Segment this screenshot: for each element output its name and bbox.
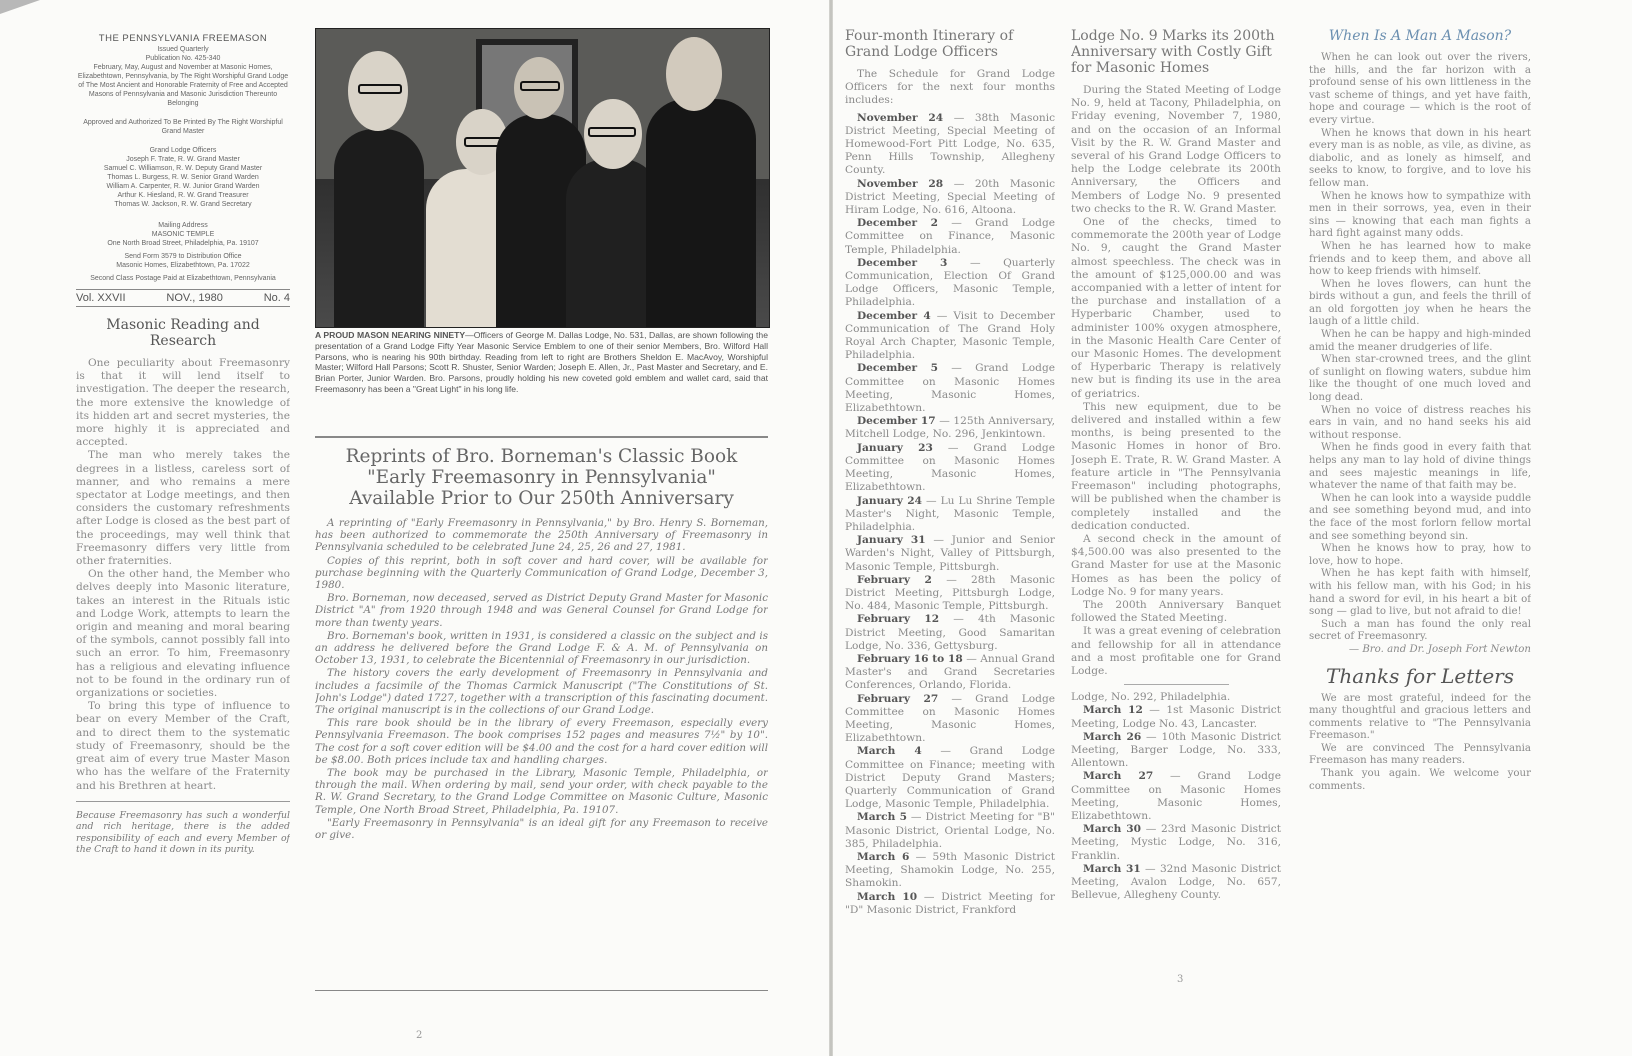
lodge-officers-photo xyxy=(315,28,770,328)
divider xyxy=(315,990,768,991)
footnote-quote: Because Freemasonry has such a wonderful and rich heritage, there is the added responsibility of each and every Member of the Craft to hand it down in its purity. xyxy=(76,809,290,855)
paragraph: During the Stated Meeting of Lodge No. 9, held at Tacony, Philadelphia, on Friday evening, November 7, 1980, and on the occasion of an Informal Visit by the R. W. Grand Master and several of his Grand Lodge Officers to help the Lodge celebrate its 200th Anniversary, the Officers and Members of Lodge No. 9 presented two checks to the R. W. Grand Master. xyxy=(1071,84,1281,215)
page-number: 2 xyxy=(416,1030,423,1041)
paragraph: Thank you again. We welcome your comments. xyxy=(1309,768,1531,792)
lodge9-body xyxy=(1071,84,1281,678)
masthead-line: February, May, August and November at Masonic Homes, Elizabethtown, Pennsylvania, by The Right Worshipful Grand Lodge of The Most Ancient and Honorable Fraternity of Free and Accepted Masons of Pennsylvania and Masonic Jurisdiction Thereunto Belonging xyxy=(77,64,289,107)
itinerary-entry: March 12 — 1st Masonic District Meeting, Lodge No. 43, Lancaster. xyxy=(1071,704,1281,730)
thanks-title: Thanks for Letters xyxy=(1326,663,1514,688)
paragraph: One of the checks, timed to commemorate the 200th year of Lodge No. 9, caught the Grand Master almost speechless. The check was in the amount of $125,000.00 and was accompanied with a letter of intent for the purchase and installation of a Hyperbaric Chamber, used to administer 100% oxygen atmosphere, in the Masonic Health Care Center of our Masonic Homes. The development of Hyperbaric Therapy is relatively new but is finding its use in the area of geriatrics. xyxy=(1071,216,1281,400)
masthead xyxy=(76,34,290,283)
divider xyxy=(76,801,290,802)
itinerary-entry: December 17 — 125th Anniversary, Mitchell Lodge, No. 296, Jenkintown. xyxy=(845,415,1055,441)
itinerary-entry: November 28 — 20th Masonic District Meeting, Special Meeting of Hiram Lodge, No. 616, Altoona. xyxy=(845,177,1055,217)
thanks-body xyxy=(1309,693,1531,794)
masthead-line: Approved and Authorized To Be Printed By The Right Worshipful Grand Master xyxy=(83,119,283,135)
masthead-line: Masonic Homes, Elizabethtown, Pa. 17022 xyxy=(116,262,250,269)
paragraph: The 200th Anniversary Banquet followed the Stated Meeting. xyxy=(1071,598,1281,625)
headline-line: Available Prior to Our 250th Anniversary xyxy=(349,488,734,509)
when-mason-title: When Is A Man A Mason? xyxy=(1328,28,1512,44)
paragraph: We are most grateful, indeed for the many thoughtful and gracious letters and comments relative to "The Pennsylvania Freemason." xyxy=(1309,692,1531,742)
paragraph: We are convinced The Pennsylvania Freemason has many readers. xyxy=(1309,742,1531,767)
left-column xyxy=(76,34,290,1034)
masthead-line: Publication No. 425-340 xyxy=(145,55,221,62)
caption-lead: A PROUD MASON NEARING NINETY xyxy=(315,330,466,340)
issue-number: No. 4 xyxy=(263,292,290,304)
itinerary-entry: March 5 — District Meeting for "B" Masonic District, Oriental Lodge, No. 385, Philadelphia. xyxy=(845,811,1055,850)
itinerary-entry: Lodge, No. 292, Philadelphia. xyxy=(1071,691,1231,704)
masonic-reading-body xyxy=(76,357,290,793)
lodge9-title: Lodge No. 9 Marks its 200th Anniversary with Costly Gift for Masonic Homes xyxy=(1071,28,1275,76)
paragraph: The history covers the early development of Freemasonry in Pennsylvania and includes a facsimile of the Thomas Carmick Manuscript ("The Constitutions of St. John's Lodge") dated 1727, together with a transcription of this fascinating document. The original manuscript is in the collections of our Grand Lodge. xyxy=(315,667,768,717)
masonic-reading-title: Masonic Reading and Research xyxy=(106,317,260,349)
paragraph: Bro. Borneman, now deceased, served as District Deputy Grand Master for Masonic District "A" from 1920 through 1948 and was General Counsel for Grand Lodge for more than twenty years. xyxy=(315,592,768,629)
masthead-line: Samuel C. Williamson, R. W. Deputy Grand Master xyxy=(103,165,263,172)
volume: Vol. XXVII xyxy=(76,292,126,304)
paragraph: When he loves flowers, can hunt the birds without a gun, and feels the thrill of an old forgotten joy when he hears the laugh of a little child. xyxy=(1309,278,1531,328)
itinerary-entry: March 6 — 59th Masonic District Meeting, Shamokin Lodge, No. 255, Shamokin. xyxy=(845,850,1055,890)
reprint-body xyxy=(315,517,768,841)
caption-text: —Officers of George M. Dallas Lodge, No. 531, Dallas, are shown following the presentation of a Grand Lodge Fifty Year Masonic Service Emblem to one of their senior Members, Bro. Wilford Hall Parsons, who is nearing his 90th birthday. Reading from left to right are Brothers Sheldon E. MacAvoy, Worshipful Master; Wilford Hall Parsons; Scott R. Shuster, Senior Warden; Joseph E. Allen, Jr., Past Master and Secretary, and E. Brian Porter, Junior Warden. Bro. Parsons, proudly holding his new coveted gold emblem and wallet card, said that Freemasonry has been a "Great Light" in his long life. xyxy=(315,330,768,394)
itinerary-entry: March 27 — Grand Lodge Committee on Masonic Homes Meeting, Masonic Homes, Elizabethtown. xyxy=(1071,770,1281,822)
paragraph: On the other hand, the Member who delves deeply into Masonic literature, takes an interest in the Rituals istic and Lodge Work, attempts to learn the origin and meaning and moral bearing of the symbols, cannot possibly fall into such an error. To him, Freemasonry has a religious and elevating influence not to be found in the ordinary run of organizations or societies. xyxy=(76,568,290,700)
paragraph: One peculiarity about Freemasonry is that it will lend itself to investigation. The deeper the research, the more extensive the knowledge of its hidden art and secret mysteries, the more highly it is appreciated and accepted. xyxy=(76,357,290,449)
page-corner-mark xyxy=(0,0,40,14)
itinerary-entry: February 2 — 28th Masonic District Meeting, Pittsburgh Lodge, No. 484, Masonic Temple, Pittsburgh. xyxy=(845,573,1055,613)
masthead-line: Send Form 3579 to Distribution Office xyxy=(124,253,242,260)
masthead-title: THE PENNSYLVANIA FREEMASON xyxy=(98,34,268,44)
page-number: 3 xyxy=(1177,974,1184,985)
itinerary-entry: January 23 — Grand Lodge Committee on Masonic Homes Meeting, Masonic Homes, Elizabethtown. xyxy=(845,441,1055,494)
paragraph: When he finds good in every faith that helps any man to lay hold of divine things and sees majestic meanings in life, whatever the name of that faith may be. xyxy=(1309,442,1531,492)
reprint-headline xyxy=(315,446,768,509)
issue-month: NOV., 1980 xyxy=(166,292,223,304)
itinerary-entry: March 31 — 32nd Masonic District Meeting, Avalon Lodge, No. 657, Bellevue, Allegheny County. xyxy=(1071,862,1281,902)
masthead-line: MASONIC TEMPLE xyxy=(151,231,215,238)
itinerary-entry: January 24 — Lu Lu Shrine Temple Master's Night, Masonic Temple, Philadelphia. xyxy=(845,494,1055,533)
itinerary-entry: February 27 — Grand Lodge Committee on Masonic Homes Meeting, Masonic Homes, Elizabethtown. xyxy=(845,692,1055,745)
itinerary-title: Four-month Itinerary of Grand Lodge Officers xyxy=(845,28,1014,60)
paragraph: To bring this type of influence to bear on every Member of the Craft, and to direct them to the systematic study of Freemasonry, should be the great aim of every true Master Mason who has the welfare of the Fraternity and his Brethren at heart. xyxy=(76,700,290,792)
paragraph: A reprinting of "Early Freemasonry in Pennsylvania," by Bro. Henry S. Borneman, has been authorized to commemorate the 250th Anniversary of Freemasonry in Pennsylvania scheduled to be celebrated June 24, 25, 26 and 27, 1981. xyxy=(315,517,768,554)
masthead-line: Second Class Postage Paid at Elizabethtown, Pennsylvania xyxy=(90,275,276,282)
divider xyxy=(315,436,768,438)
masthead-line: William A. Carpenter, R. W. Junior Grand Warden xyxy=(106,183,260,190)
itinerary-entry: December 5 — Grand Lodge Committee on Masonic Homes Meeting, Masonic Homes, Elizabethtown. xyxy=(845,362,1055,415)
masthead-line: Arthur K. Hiesland, R. W. Grand Treasurer xyxy=(117,192,249,199)
paragraph: When he has kept faith with himself, with his fellow man, with his God; in his hand a sword for evil, in his heart a bit of song — glad to live, but not afraid to die! xyxy=(1309,568,1531,618)
headline-line: "Early Freemasonry in Pennsylvania" xyxy=(367,467,716,488)
paragraph: When star-crowned trees, and the glint of sunlight on flowing waters, subdue him like the thought of one much loved and long dead. xyxy=(1309,354,1531,404)
paragraph: When he knows how to pray, how to love, how to hope. xyxy=(1309,543,1531,567)
itinerary-body xyxy=(845,68,1055,917)
paragraph: "Early Freemasonry in Pennsylvania" is an ideal gift for any Freemason to receive or give. xyxy=(315,816,768,842)
itinerary-entry: January 31 — Junior and Senior Warden's Night, Valley of Pittsburgh, Masonic Temple, Pittsburgh. xyxy=(845,534,1055,573)
paragraph: When no voice of distress reaches his ears in vain, and no hand seeks his aid without response. xyxy=(1309,404,1531,441)
right-page xyxy=(833,0,1632,1056)
itinerary-continued xyxy=(1071,691,1281,902)
itinerary-entry: December 4 — Visit to December Communication of The Grand Holy Royal Arch Chapter, Masonic Temple, Philadelphia. xyxy=(845,309,1055,362)
when-mason-column xyxy=(1309,28,1531,1028)
itinerary-entry: March 26 — 10th Masonic District Meeting, Barger Lodge, No. 333, Allentown. xyxy=(1071,730,1281,770)
masthead-line: Joseph F. Trate, R. W. Grand Master xyxy=(126,156,240,163)
paragraph: When he knows how to sympathize with men in their sorrows, yea, even in their sins — knowing that each man fights a hard fight against many odds. xyxy=(1309,190,1531,240)
paragraph: The book may be purchased in the Library, Masonic Temple, Philadelphia, or through the mail. When ordering by mail, send your order, with check payable to the R. W. Grand Secretary, to the Grand Lodge Committee on Masonic Culture, Masonic Temple, One North Broad Street, Philadelphia, Pa. 19107. xyxy=(315,767,768,816)
headline-line: Reprints of Bro. Borneman's Classic Book xyxy=(345,446,738,467)
itinerary-entry: March 4 — Grand Lodge Committee on Finance; meeting with District Deputy Grand Masters; Quarterly Communication of Grand Lodge, Masonic Temple, Philadelphia. xyxy=(845,745,1055,811)
itinerary-entry: December 2 — Grand Lodge Committee on Finance, Masonic Temple, Philadelphia. xyxy=(845,217,1055,256)
paragraph: When he can look out over the rivers, the hills, and the far horizon with a profound sense of his own littleness in the vast scheme of things, and yet have faith, hope and courage — which is the root of every virtue. xyxy=(1309,52,1531,126)
paragraph: When he has learned how to make friends and to keep them, and above all how to keep friends with himself. xyxy=(1309,240,1531,278)
masthead-line: Thomas L. Burgess, R. W. Senior Grand Warden xyxy=(107,174,259,181)
paragraph: It was a great evening of celebration and fellowship for all in attendance and a most profitable one for Grand Lodge. xyxy=(1071,625,1281,677)
masthead-line: Issued Quarterly xyxy=(157,46,209,53)
reprint-article xyxy=(315,442,768,982)
itinerary-entry: February 12 — 4th Masonic District Meeting, Good Samaritan Lodge, No. 336, Gettysburg. xyxy=(845,613,1055,652)
issue-info xyxy=(76,289,290,307)
paragraph: When he knows that down in his heart every man is as noble, as vile, as divine, as diabolic, and as lonely as himself, and seeks to know, to forgive, and to love his fellow man. xyxy=(1309,127,1531,189)
paragraph: The man who merely takes the degrees in a listless, careless sort of manner, and who remains a mere spectator at Lodge meetings, and then considers the customary refreshments after Lodge is closed as the best part of the proceedings, may well think that Freemasonry differs very little from other fraternities. xyxy=(76,449,290,568)
divider xyxy=(1124,684,1229,685)
lodge9-column xyxy=(1071,28,1281,1028)
paragraph: The Schedule for Grand Lodge Officers for the next four months includes: xyxy=(845,68,1055,107)
paragraph: A second check in the amount of $4,500.00 was also presented to the Grand Master for use at the Masonic Homes as has been the policy of Lodge No. 9 for many years. xyxy=(1071,532,1281,598)
itinerary-column xyxy=(845,28,1055,1028)
paragraph: Such a man has found the only real secret of Freemasonry. xyxy=(1309,618,1531,643)
when-mason-body xyxy=(1309,52,1531,657)
masthead-line: One North Broad Street, Philadelphia, Pa. 19107 xyxy=(107,240,259,247)
masthead-line: Thomas W. Jackson, R. W. Grand Secretary xyxy=(114,201,252,208)
masthead-line: Mailing Address xyxy=(158,222,208,229)
paragraph: Bro. Borneman's book, written in 1931, is considered a classic on the subject and is an address he delivered before the Grand Lodge F. & A. M. of Pennsylvania on October 13, 1931, to celebrate the Bicentennial of Freemasonry in our jurisdiction. xyxy=(315,629,768,667)
paragraph: This new equipment, due to be delivered and installed within a few months, is being presented to the Masonic Homes in honor of Bro. Joseph E. Trate, R. W. Grand Master. A feature article in "The Pennsylvania Freemason" including photographs, will be published when the chamber is completely installed and the dedication conducted. xyxy=(1071,400,1281,532)
itinerary-entry: December 3 — Quarterly Communication, Election Of Grand Lodge Officers, Masonic Temple, Philadelphia. xyxy=(845,256,1055,309)
paragraph: This rare book should be in the library of every Freemason, especially every Pennsylvania Freemason. The book comprises 152 pages and measures 7½" by 10". The cost for a soft cover edition will be $4.00 and the cost for a hard cover edition will be $8.00. Both prices include tax and handling charges. xyxy=(315,717,768,766)
itinerary-entry: February 16 to 18 — Annual Grand Master's and Grand Secretaries Conferences, Orlando, Florida. xyxy=(845,652,1055,692)
itinerary-entry: November 24 — 38th Masonic District Meeting, Special Meeting of Homewood-Fort Pitt Lodge, No. 635, Penn Hills Township, Allegheny County. xyxy=(845,111,1055,177)
paragraph: When he can look into a wayside puddle and see something beyond mud, and into the face of the most forlorn fellow mortal and see something beyond sin. xyxy=(1309,492,1531,542)
photo-caption xyxy=(315,330,768,430)
paragraph: Copies of this reprint, both in soft cover and hard cover, will be available for purchase beginning with the Quarterly Communication of Grand Lodge, December 3, 1980. xyxy=(315,554,768,592)
attribution: — Bro. and Dr. Joseph Fort Newton xyxy=(1348,643,1531,655)
itinerary-entry: March 10 — District Meeting for "D" Masonic District, Frankford xyxy=(845,890,1055,916)
masthead-line: Grand Lodge Officers xyxy=(149,147,217,154)
paragraph: When he can be happy and high-minded amid the meaner drudgeries of life. xyxy=(1309,329,1531,353)
itinerary-entry: March 30 — 23rd Masonic District Meeting, Mystic Lodge, No. 316, Franklin. xyxy=(1071,823,1281,862)
